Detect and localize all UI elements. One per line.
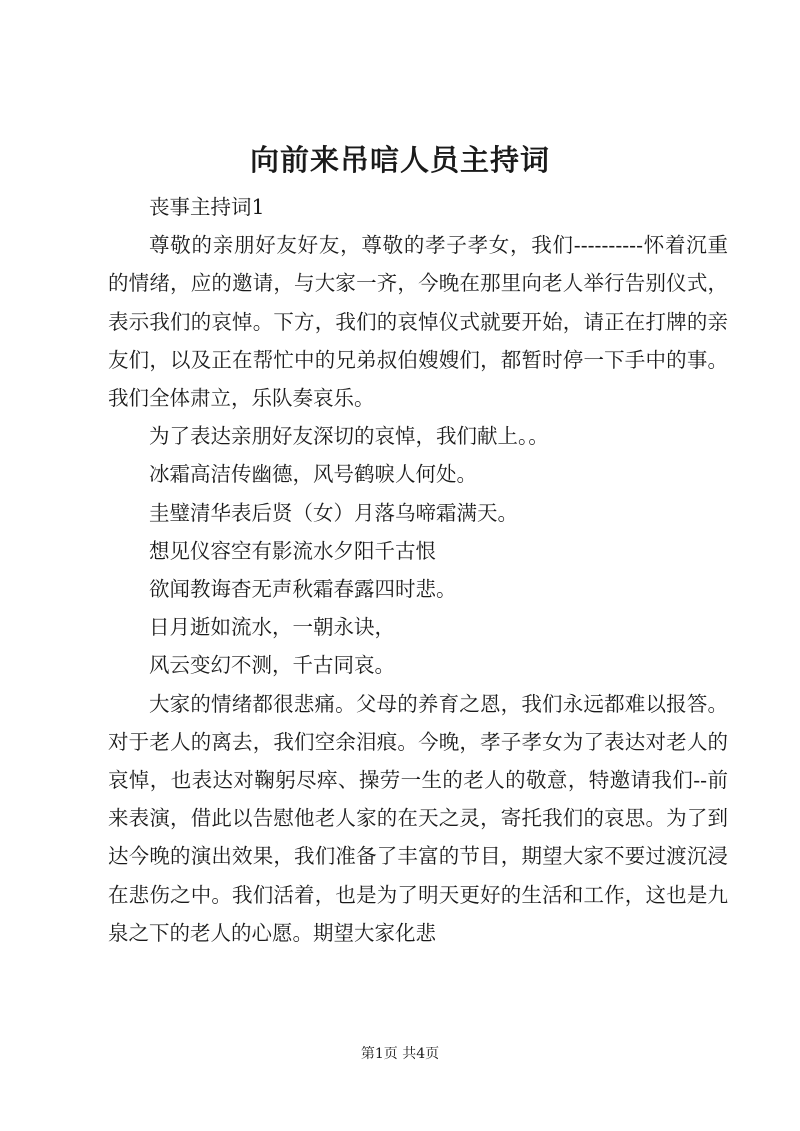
verse-line: 想见仪容空有影流水夕阳千古恨 [149,538,436,563]
page-footer: 第1页 共4页 [360,1046,440,1062]
paragraph-opening: 尊敬的亲朋好友好友，尊敬的孝子孝女，我们----------怀着沉重的情绪，应的邀请，与大家一齐，今晚在那里向老人举行告别仪式，表示我们的哀悼。下方，我们的哀悼仪式就要开始，请正在打牌的亲友们，以及正在帮忙中的兄弟叔伯嫂嫂们，都暂时停一下手中的事。我们全体肃立，乐队奏哀乐。 [108,233,728,411]
paragraph-tribute-intro: 为了表达亲朋好友深切的哀悼，我们献上。。 [149,424,549,449]
verse-line: 圭璧清华表后贤（女）月落乌啼霜满天。 [149,500,518,525]
paragraph-main: 大家的情绪都很悲痛。父母的养育之恩，我们永远都难以报答。对于老人的离去，我们空余泪痕。今晚，孝子孝女为了表达对老人的哀悼，也表达对鞠躬尽瘁、操劳一生的老人的敬意，特邀请我们--前来表演，借此以告慰他老人家的在天之灵，寄托我们的哀思。为了到达今晚的演出效果，我们准备了丰富的节目，期望大家不要过渡沉浸在悲伤之中。我们活着，也是为了明天更好的生活和工作，这也是九泉之下的老人的心愿。期望大家化悲 [108,691,728,945]
verse-line: 冰霜高洁传幽德，风号鹤唳人何处。 [149,462,477,487]
verse-line: 欲闻教诲杳无声秋霜春露四时悲。 [149,577,457,602]
verse-line: 日月逝如流水，一朝永诀， [149,615,395,640]
section-heading: 丧事主持词1 [149,195,265,219]
document-title: 向前来吊唁人员主持词 [249,143,550,177]
document-body [108,188,728,952]
verse-line: 风云变幻不测，千古同哀。 [149,653,395,678]
